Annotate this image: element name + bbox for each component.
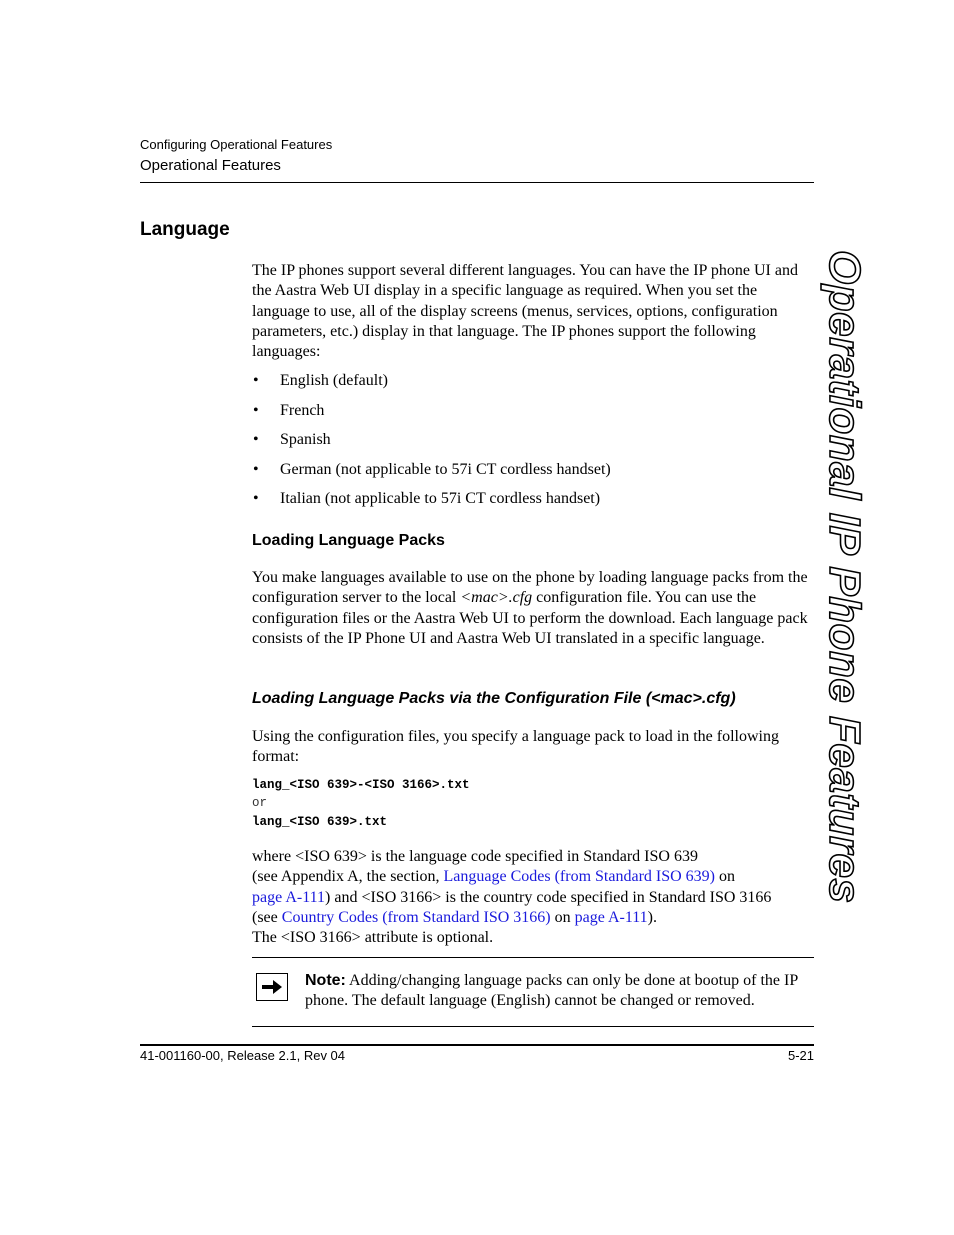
note-top-rule bbox=[252, 957, 814, 958]
running-header-section: Operational Features bbox=[140, 157, 281, 174]
footer-rule bbox=[140, 1044, 814, 1046]
config-file-heading: Loading Language Packs via the Configuration File (<mac>.cfg) bbox=[252, 690, 736, 707]
iso-explanation: where <ISO 639> is the language code specified in Standard ISO 639 (see Appendix A, the section, Language Codes (from Standard ISO 639) on page A-111) and <ISO 3166> is the country code specified in Standard ISO 3166 (see Country Codes (from Standard ISO 3166) on page A-111). The <ISO 3166> attribute is optional. bbox=[252, 848, 772, 947]
footer-doc-id: 41-001160-00, Release 2.1, Rev 04 bbox=[140, 1048, 346, 1063]
page-number: 5-21 bbox=[787, 1048, 814, 1063]
code-line-full: lang_<ISO 639>-<ISO 3166>.txt bbox=[252, 778, 470, 792]
note-bottom-rule bbox=[252, 1026, 814, 1027]
list-item: • German (not applicable to 57i CT cordless handset) bbox=[253, 460, 611, 478]
language-list bbox=[252, 371, 814, 519]
link-page-a111-language[interactable]: page A-111 bbox=[252, 888, 326, 906]
list-item: • Spanish bbox=[253, 431, 331, 449]
header-rule bbox=[140, 182, 814, 183]
link-page-a111-country[interactable]: page A-111 bbox=[574, 908, 648, 926]
config-file-intro: Using the configuration files, you specify a language pack to load in the following format: bbox=[252, 728, 779, 766]
link-language-codes[interactable]: Language Codes (from Standard ISO 639) bbox=[443, 868, 716, 886]
link-country-codes[interactable]: Country Codes (from Standard ISO 3166) bbox=[281, 908, 551, 926]
code-line-short: lang_<ISO 639>.txt bbox=[252, 815, 388, 829]
side-tab bbox=[816, 250, 872, 904]
code-or: or bbox=[252, 796, 268, 810]
page-title: Language bbox=[140, 219, 230, 240]
loading-packs-paragraph: You make languages available to use on the phone by loading language packs from the configuration server to the local <mac>.cfg configuration file. You can use the configuration files or the Aastra Web UI to perform the download. Each language pack consists of the IP Phone UI and Aastra Web UI translated in a specific language. bbox=[252, 569, 808, 647]
list-item: • French bbox=[253, 401, 325, 419]
list-item: • English (default) bbox=[253, 372, 388, 389]
loading-packs-heading: Loading Language Packs bbox=[252, 532, 445, 549]
running-header-chapter: Configuring Operational Features bbox=[140, 137, 333, 152]
side-tab-title: Operational IP Phone Features bbox=[820, 250, 869, 904]
language-intro: The IP phones support several different languages. You can have the IP phone UI and the Aastra Web UI display in a specific language as required. When you set the language to use, all of the display screens (menus, services, options, configuration parameters, etc.) display in that language. The IP phones support the following languages: bbox=[252, 262, 798, 361]
list-item: • Italian (not applicable to 57i CT cordless handset) bbox=[253, 490, 601, 508]
note-text: Note: Adding/changing language packs can only be done at bootup of the IP phone. The default language (English) cannot be changed or removed. bbox=[305, 972, 798, 1010]
arrow-right-icon bbox=[256, 973, 288, 1001]
